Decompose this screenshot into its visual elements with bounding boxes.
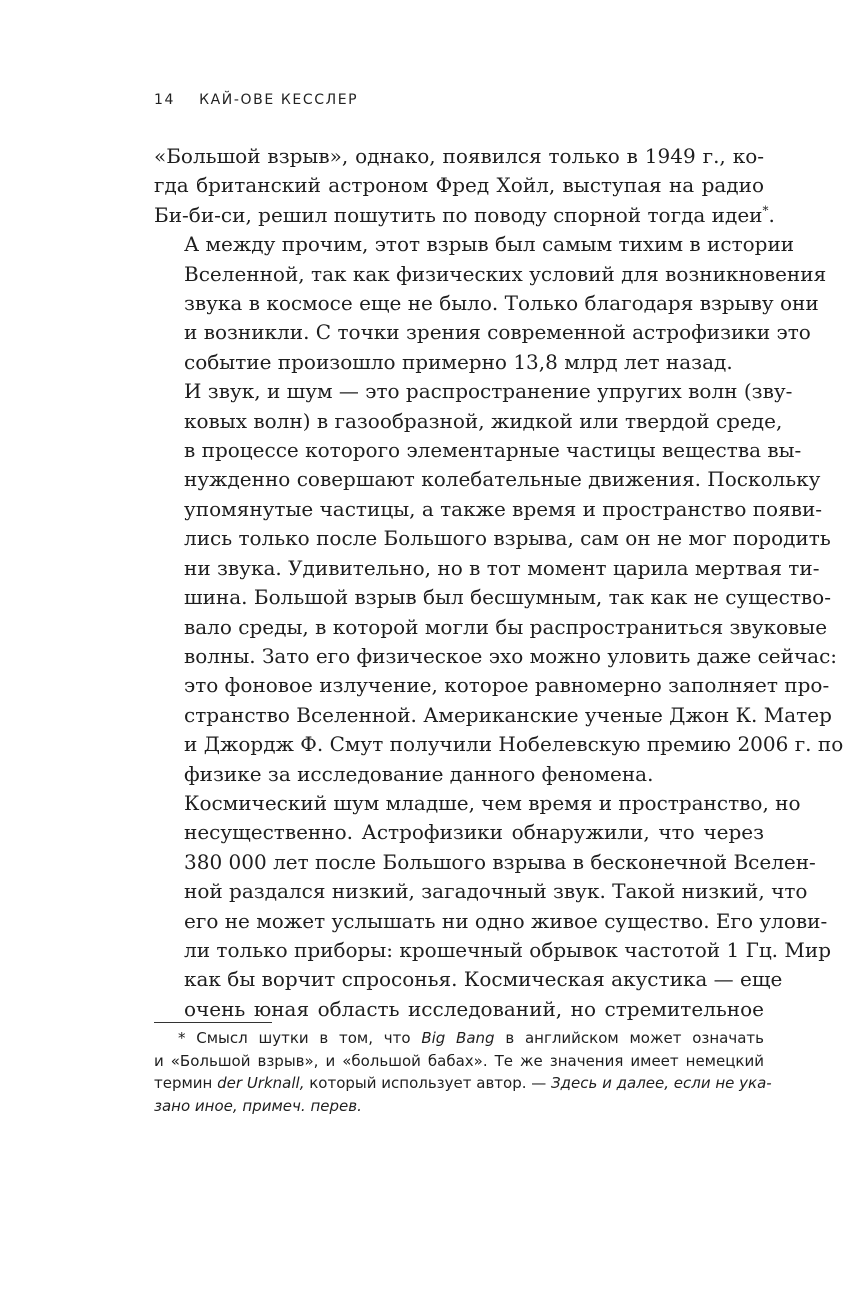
text-line: «Большой взрыв», однако, появился только в 1949 г., ко- [154,144,764,168]
text-line: в процессе которого элементарные частицы вещества вы- [184,438,802,463]
paragraph-3 [154,377,844,789]
text-line: вало среды, в которой могли бы распространиться звуковые [184,614,828,639]
footnote [154,1027,772,1117]
text-line: шина. Большой взрыв был бесшумным, так как не существо- [184,585,831,610]
footnote-reference: * [762,203,769,218]
text-line: Вселенной, так как физических условий для возникновения [184,261,827,286]
text-line: ли только приборы: крошечный обрывок частотой 1 Гц. Мир [184,937,832,962]
text-line: Би-би-си, решил пошутить по поводу спорной тогда идеи*. [154,202,775,227]
footnote-line [154,1027,764,1050]
page-number: 14 [154,92,176,108]
footnote-marker: * [178,1029,186,1047]
footnote-line [154,1095,764,1118]
text-line: волны. Зато его физическое эхо можно уловить даже сейчас: [184,643,838,668]
text-line: событие произошло примерно 13,8 млрд лет назад. [184,349,733,374]
footnote-text: термин [154,1074,218,1092]
text-line: И звук, и шум — это распространение упругих волн (зву- [184,379,793,404]
paragraph-1 [154,142,775,230]
footnote-italic: Big Bang [421,1029,495,1047]
footnote-text: который использует автор. — [304,1074,552,1092]
text-line: ковых волн) в газообразной, жидкой или твердой среде, [184,408,783,433]
text-line: А между прочим, этот взрыв был самым тихим в истории [184,232,795,257]
text-line: ной раздался низкий, загадочный звук. Такой низкий, что [184,879,808,904]
text-line: очень юная область исследований, но стремительное [184,996,764,1021]
text-line: странство Вселенной. Американские ученые Джон К. Матер [184,702,832,727]
footnote-text: Смысл шутки в том, что [196,1029,422,1047]
running-header [154,92,358,108]
footnote-italic: der Urknall, [217,1074,305,1092]
running-title: КАЙ-ОВЕ КЕССЛЕР [199,92,359,108]
text-line: лись только после Большого взрыва, сам он не мог породить [184,526,831,551]
text-line: и Джордж Ф. Смут получили Нобелевскую премию 2006 г. по [184,732,844,757]
text-line: физике за исследование данного феномена. [184,761,654,786]
footnote-divider [154,1022,272,1023]
text-line-content: Би-би-си, решил пошутить по поводу спорной тогда идеи [154,202,763,227]
text-line: нужденно совершают колебательные движения. Поскольку [184,467,821,492]
text-line: ни звука. Удивительно, но в тот момент царила мертвая ти- [184,555,820,580]
text-line: это фоновое излучение, которое равномерно заполняет про- [184,673,830,698]
text-line: несущественно. Астрофизики обнаружили, что через [184,820,764,845]
footnote-line [154,1072,772,1095]
text-line: Космический шум младше, чем время и пространство, но [184,790,801,815]
paragraph-2 [154,230,827,377]
footnote-italic: зано иное, примеч. перев. [154,1096,362,1115]
text-line: 380 000 лет после Большого взрыва в бесконечной Вселен- [184,849,816,874]
body-text [154,142,844,1024]
text-line: как бы ворчит спросонья. Космическая акустика — еще [184,967,783,992]
paragraph-4 [154,789,832,1024]
text-line: упомянутые частицы, а также время и пространство появи- [184,496,823,521]
footnote-line: и «Большой взрыв», и «большой бабах». Те же значения имеет немецкий [154,1051,764,1070]
footnote-text: в английском может означать [494,1029,764,1047]
footnote-italic: Здесь и далее, если не ука- [551,1074,772,1092]
text-line: гда британский астроном Фред Хойл, выступая на радио [154,173,764,198]
text-line: и возникли. С точки зрения современной астрофизики это [184,320,811,345]
text-line: звука в космосе еще не было. Только благодаря взрыву они [184,291,819,316]
text-line: его не может услышать ни одно живое существо. Его улови- [184,908,828,933]
